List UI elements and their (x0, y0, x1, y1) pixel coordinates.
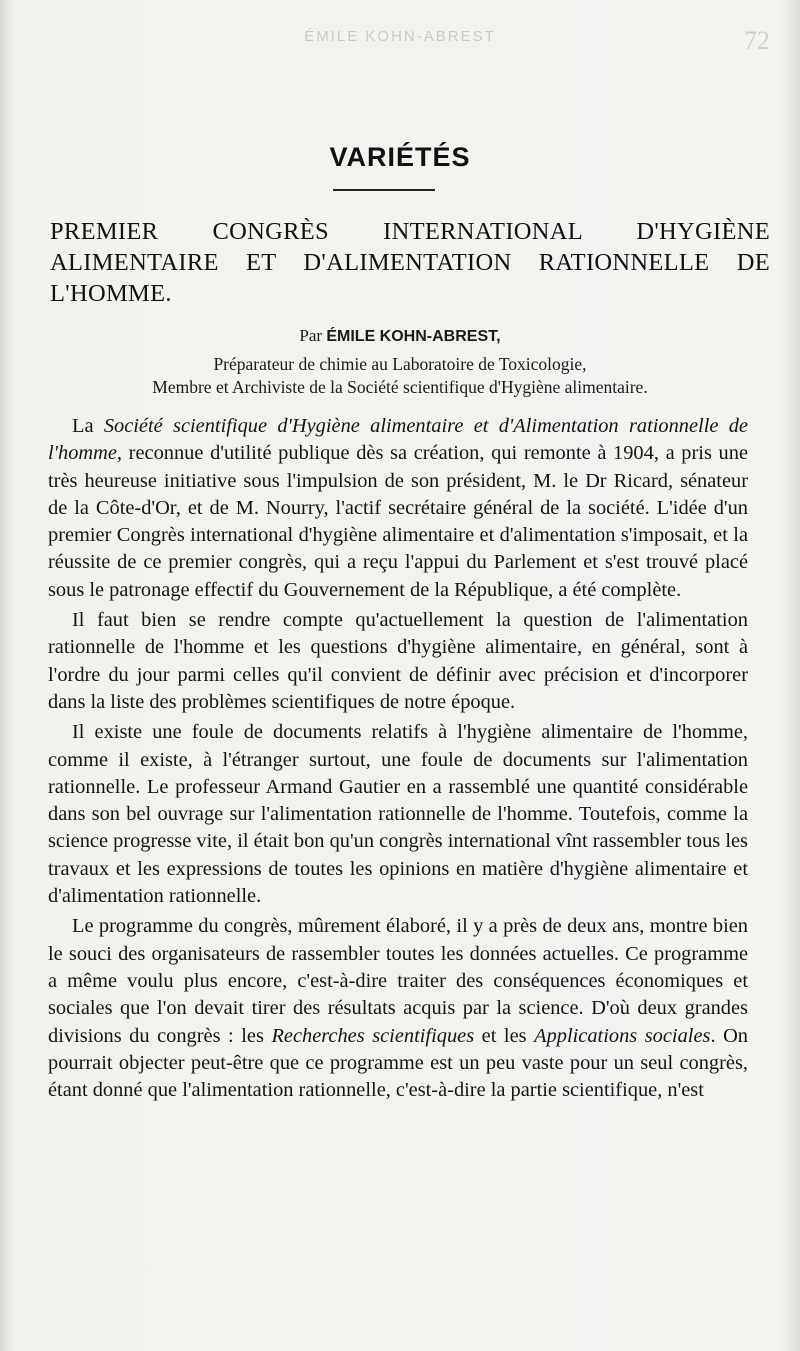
p4-mid: et les (474, 1024, 535, 1047)
article-headline: PREMIER CONGRÈS INTERNATIONAL D'HYGIÈNE ALIMENTAIRE ET D'ALIMENTATION RATIONNELLE DE L'HOMME. (50, 218, 770, 307)
section-title: VARIÉTÉS (329, 142, 471, 172)
author-name: ÉMILE KOHN-ABREST, (326, 328, 501, 345)
paragraph-1 (48, 413, 748, 604)
p4-start: Le programme du congrès, mûrement élaboré, il y a près de deux ans, montre bien le souci des organisateurs de rassembler toutes les données actuelles. Ce programme a même voulu plus encore, c'est-à-dire traiter des conséquences économiques et sociales que l'on devait tirer des résultats acquis par la science. D'où deux grandes divisions du congrès : les (48, 915, 748, 1047)
title-divider (333, 189, 435, 191)
p1-rest: , reconnue d'utilité publique dès sa création, qui remonte à 1904, a pris une très heureuse initiative sous l'impulsion de son président, M. le Dr Ricard, sénateur de la Côte-d'Or, et de M. Nourry, l'actif secrétaire général de la société. L'idée d'un premier Congrès international d'hygiène alimentaire et d'alimentation s'imposait, et la réussite de ce premier congrès, qui a reçu l'appui du Parlement et s'est trouvé placé sous le patronage effectif du Gouvernement de la République, a été complète. (48, 442, 748, 601)
article-body (48, 413, 748, 1107)
applications-italic: Applications sociales (534, 1024, 711, 1047)
byline-prefix: Par (299, 326, 323, 345)
running-head-bleed-through: ÉMILE KOHN-ABREST (304, 28, 496, 45)
p1-start: La (72, 415, 104, 437)
recherches-italic: Recherches scientifiques (271, 1024, 475, 1047)
paragraph-3: Il existe une foule de documents relatifs à l'hygiène alimentaire de l'homme, comme il existe, à l'étranger surtout, une foule de documents sur l'alimentation rationnelle. Le professeur Armand Gautier en a rassemblé une quantité considérable dans son bel ouvrage sur l'alimentation rationnelle de l'homme. Toutefois, comme la science progresse vite, il était bon qu'un congrès international vînt rassembler tous les travaux et les expressions de toutes les opinions en matière d'hygiène alimentaire et d'alimentation rationnelle. (48, 721, 748, 908)
society-name-italic: Société scientifique d'Hygiène alimentaire et d'Alimentation rationnelle de l'homme (48, 415, 748, 465)
byline (0, 326, 800, 346)
paragraph-2: Il faut bien se rendre compte qu'actuellement la question de l'alimentation rationnelle de l'homme et les questions d'hygiène alimentaire, en général, sont à l'ordre du jour parmi celles qu'il convient de définir avec précision et d'incorporer dans la liste des problèmes scientifiques de notre époque. (48, 609, 748, 713)
page-number-bleed-through: 72 (744, 26, 770, 55)
p4-rest: . On pourrait objecter peut-être que ce programme est un peu vaste pour un seul congrès, étant donné que l'alimentation rationnelle, c'est-à-dire la partie scientifique, n'est (48, 1024, 748, 1102)
author-affiliation-2: Membre et Archiviste de la Société scientifique d'Hygiène alimentaire. (152, 377, 648, 397)
paragraph-4 (48, 913, 748, 1104)
author-affiliation-1: Préparateur de chimie au Laboratoire de Toxicologie, (213, 354, 587, 374)
